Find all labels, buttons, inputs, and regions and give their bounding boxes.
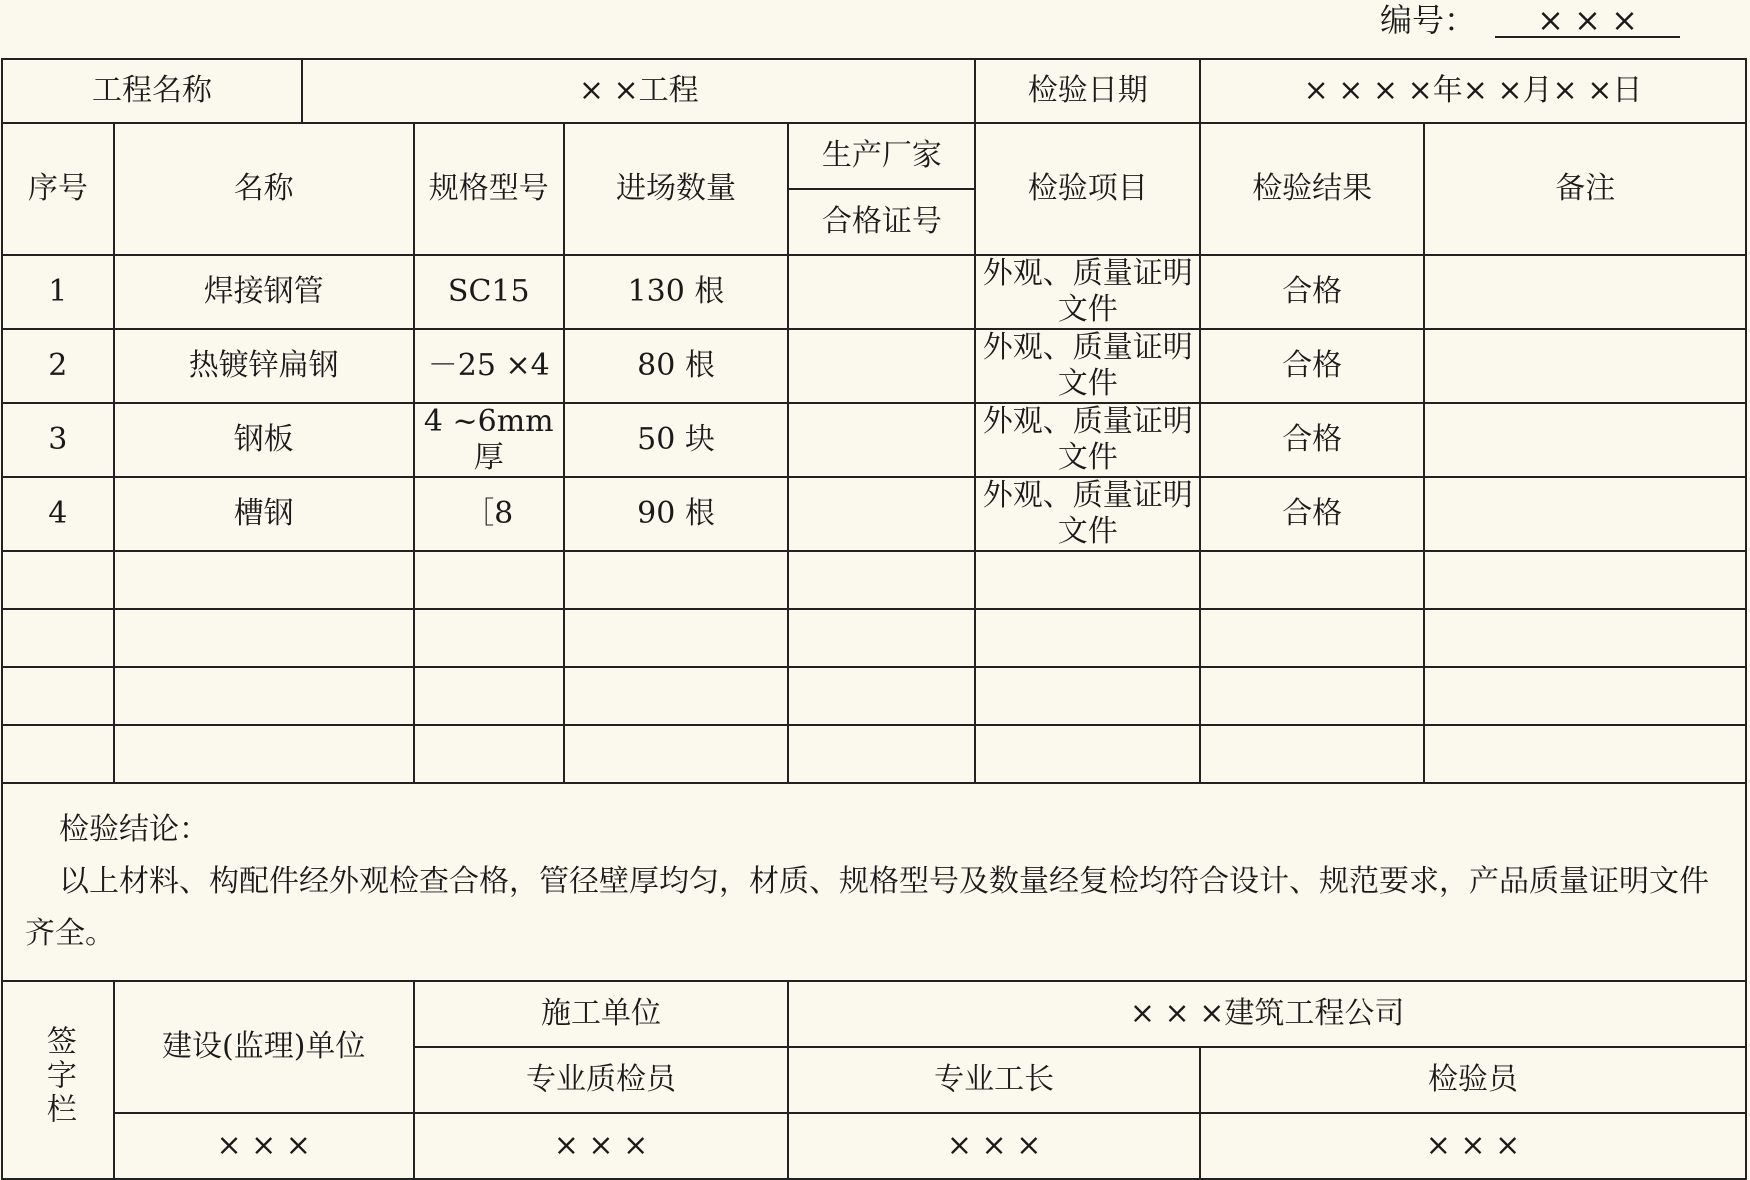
inspection-conclusion — [2, 783, 1746, 981]
cell-seq — [2, 609, 114, 667]
cell-maker — [788, 255, 975, 329]
cell-name — [114, 609, 414, 667]
contractor-value: × × ×建筑工程公司 — [788, 981, 1746, 1047]
qc-inspector-label: 专业质检员 — [414, 1047, 789, 1113]
col-result: 检验结果 — [1200, 123, 1424, 255]
cell-remark — [1424, 403, 1746, 477]
cell-result — [1200, 551, 1424, 609]
table-row — [2, 725, 1746, 783]
cell-maker — [788, 725, 975, 783]
cell-spec — [414, 551, 564, 609]
col-name: 名称 — [114, 123, 414, 255]
table-row — [2, 667, 1746, 725]
cell-item — [975, 551, 1199, 609]
inspection-date-value: × × × ×年× ×月× ×日 — [1200, 59, 1746, 123]
cell-qty: 130 根 — [564, 255, 788, 329]
cell-seq — [2, 667, 114, 725]
number-label: 编号： — [1380, 1, 1477, 39]
document-number — [1380, 0, 1638, 40]
project-name-label: 工程名称 — [2, 59, 302, 123]
construction-unit-sign: × × × — [114, 1113, 414, 1179]
cell-seq: 1 — [2, 255, 114, 329]
cell-result: 合格 — [1200, 255, 1424, 329]
cell-name: 钢板 — [114, 403, 414, 477]
contractor-label: 施工单位 — [414, 981, 789, 1047]
cell-maker — [788, 609, 975, 667]
foreman-sign: × × × — [788, 1113, 1200, 1179]
inspection-date-label: 检验日期 — [975, 59, 1199, 123]
cell-seq: 4 — [2, 477, 114, 551]
cell-item — [975, 667, 1199, 725]
cell-seq — [2, 725, 114, 783]
col-cert: 合格证号 — [788, 189, 975, 255]
cell-remark — [1424, 667, 1746, 725]
cell-maker — [788, 329, 975, 403]
cell-qty: 80 根 — [564, 329, 788, 403]
cell-result: 合格 — [1200, 477, 1424, 551]
table-row — [2, 609, 1746, 667]
cell-item: 外观、质量证明文件 — [975, 329, 1199, 403]
cell-remark — [1424, 551, 1746, 609]
cell-name: 焊接钢管 — [114, 255, 414, 329]
col-qty: 进场数量 — [564, 123, 788, 255]
cell-maker — [788, 403, 975, 477]
cell-remark — [1424, 725, 1746, 783]
cell-name: 槽钢 — [114, 477, 414, 551]
cell-item: 外观、质量证明文件 — [975, 255, 1199, 329]
cell-spec: ［8 — [414, 477, 564, 551]
construction-unit-label: 建设(监理)单位 — [114, 981, 414, 1113]
cell-qty — [564, 551, 788, 609]
cell-remark — [1424, 609, 1746, 667]
cell-name — [114, 667, 414, 725]
cell-item — [975, 609, 1199, 667]
foreman-label: 专业工长 — [788, 1047, 1200, 1113]
cell-name — [114, 725, 414, 783]
cell-qty: 90 根 — [564, 477, 788, 551]
cell-item: 外观、质量证明文件 — [975, 403, 1199, 477]
cell-qty: 50 块 — [564, 403, 788, 477]
cell-spec — [414, 667, 564, 725]
qc-inspector-sign: × × × — [414, 1113, 789, 1179]
table-row — [2, 477, 1746, 551]
col-seq: 序号 — [2, 123, 114, 255]
table-row — [2, 403, 1746, 477]
cell-remark — [1424, 477, 1746, 551]
cell-spec: SC15 — [414, 255, 564, 329]
cell-seq: 2 — [2, 329, 114, 403]
cell-name — [114, 551, 414, 609]
signature-section-label: 签字栏 — [2, 981, 114, 1179]
cell-result — [1200, 667, 1424, 725]
cell-item — [975, 725, 1199, 783]
cell-spec: －25 ×4 — [414, 329, 564, 403]
cell-maker — [788, 667, 975, 725]
col-spec: 规格型号 — [414, 123, 564, 255]
cell-result: 合格 — [1200, 329, 1424, 403]
inspection-table — [1, 58, 1747, 1180]
cell-qty — [564, 725, 788, 783]
col-maker: 生产厂家 — [788, 123, 975, 189]
cell-spec — [414, 609, 564, 667]
inspector-label: 检验员 — [1200, 1047, 1746, 1113]
cell-seq — [2, 551, 114, 609]
inspector-sign: × × × — [1200, 1113, 1746, 1179]
cell-seq: 3 — [2, 403, 114, 477]
cell-result — [1200, 609, 1424, 667]
cell-spec — [414, 725, 564, 783]
conclusion-text: 以上材料、构配件经外观检查合格，管径壁厚均匀，材质、规格型号及数量经复检均符合设计、规范要求，产品质量证明文件齐全。 — [25, 864, 1709, 951]
cell-maker — [788, 477, 975, 551]
cell-qty — [564, 609, 788, 667]
cell-result — [1200, 725, 1424, 783]
cell-maker — [788, 551, 975, 609]
cell-result: 合格 — [1200, 403, 1424, 477]
cell-remark — [1424, 329, 1746, 403]
cell-spec: 4 ~6mm 厚 — [414, 403, 564, 477]
table-row — [2, 255, 1746, 329]
table-row — [2, 551, 1746, 609]
number-value: × × × — [1495, 0, 1680, 38]
col-item: 检验项目 — [975, 123, 1199, 255]
cell-name: 热镀锌扁钢 — [114, 329, 414, 403]
cell-remark — [1424, 255, 1746, 329]
cell-item: 外观、质量证明文件 — [975, 477, 1199, 551]
col-remark: 备注 — [1424, 123, 1746, 255]
conclusion-label: 检验结论： — [59, 812, 209, 847]
cell-qty — [564, 667, 788, 725]
table-row — [2, 329, 1746, 403]
project-name-value: × ×工程 — [302, 59, 975, 123]
